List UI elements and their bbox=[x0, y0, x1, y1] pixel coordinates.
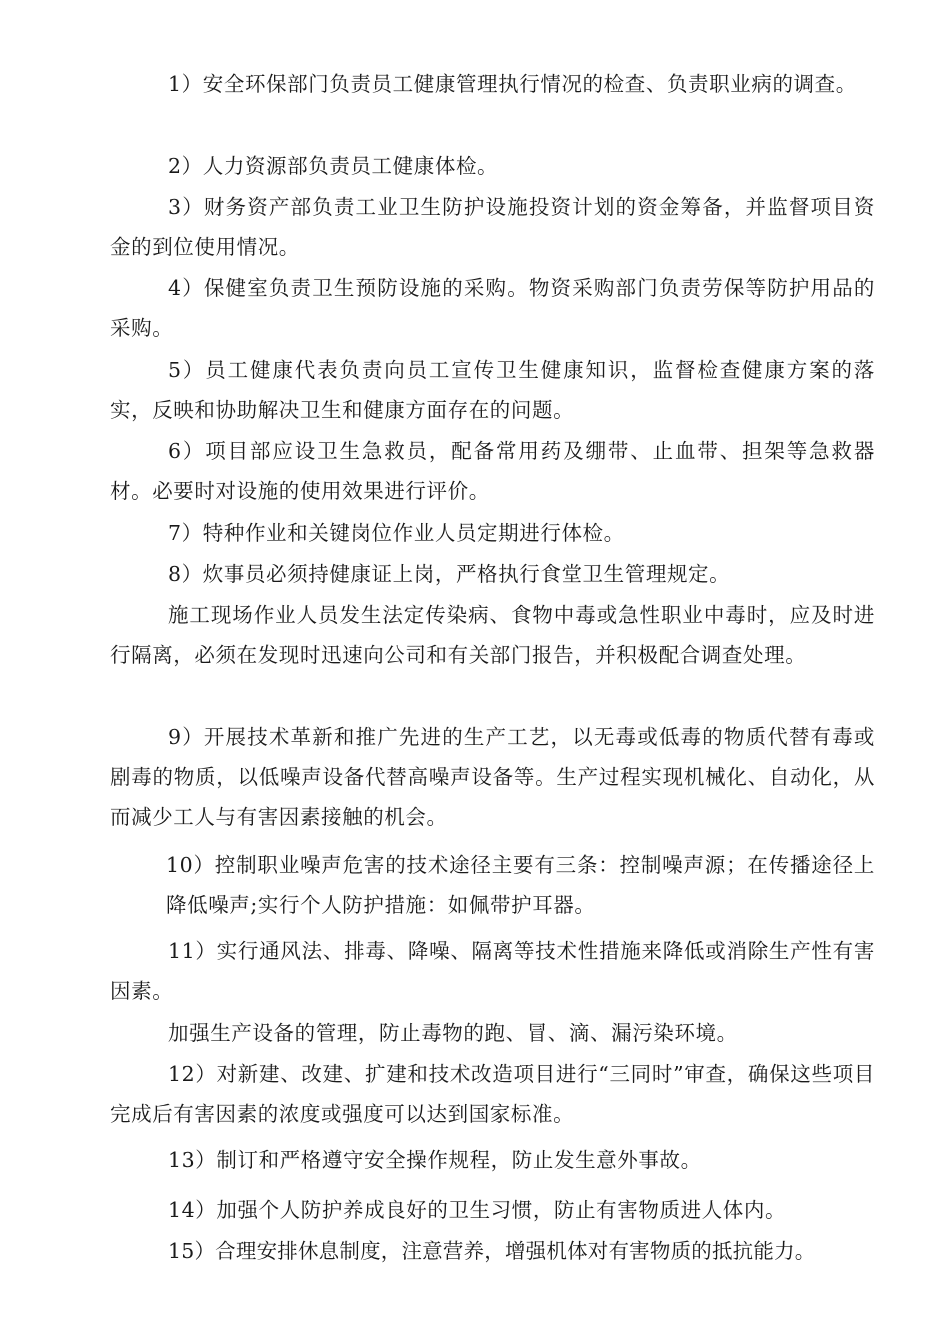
paragraph-item-2: 2）人力资源部负责员工健康体检。 bbox=[168, 154, 499, 178]
paragraph-item-14: 14）加强个人防护养成良好的卫生习惯，防止有害物质进人体内。 bbox=[168, 1198, 787, 1222]
paragraph-item-11: 11）实行通风法、排毒、降噪、隔离等技术性措施来降低或消除生产性有害因素。 bbox=[110, 939, 875, 1003]
paragraph-item-13: 13）制订和严格遵守安全操作规程，防止发生意外事故。 bbox=[168, 1148, 702, 1172]
paragraph-reporting: 施工现场作业人员发生法定传染病、食物中毒或急性职业中毒时，应及时进行隔离，必须在发现时迅速向公司和有关部门报告，并积极配合调查处理。 bbox=[110, 603, 875, 667]
paragraph-item-8: 8）炊事员必须持健康证上岗，严格执行食堂卫生管理规定。 bbox=[168, 562, 731, 586]
paragraph-item-10: 10）控制职业噪声危害的技术途径主要有三条：控制噪声源；在传播途径上降低噪声;实行个人防护措施：如佩带护耳器。 bbox=[166, 853, 875, 917]
paragraph-item-6: 6）项目部应设卫生急救员，配备常用药及绷带、止血带、担架等急救器材。必要时对设施的使用效果进行评价。 bbox=[110, 439, 875, 503]
paragraph-item-15: 15）合理安排休息制度，注意营养，增强机体对有害物质的抵抗能力。 bbox=[168, 1239, 816, 1263]
paragraph-item-1: 1）安全环保部门负责员工健康管理执行情况的检查、负责职业病的调查。 bbox=[168, 72, 857, 96]
paragraph-item-5: 5）员工健康代表负责向员工宣传卫生健康知识，监督检查健康方案的落实，反映和协助解决卫生和健康方面存在的问题。 bbox=[110, 358, 875, 422]
paragraph-item-3: 3）财务资产部负责工业卫生防护设施投资计划的资金筹备，并监督项目资金的到位使用情况。 bbox=[110, 195, 875, 259]
paragraph-item-4: 4）保健室负责卫生预防设施的采购。物资采购部门负责劳保等防护用品的采购。 bbox=[110, 276, 875, 340]
paragraph-item-9: 9）开展技术革新和推广先进的生产工艺，以无毒或低毒的物质代替有毒或剧毒的物质，以低噪声设备代替高噪声设备等。生产过程实现机械化、自动化，从而减少工人与有害因素接触的机会。 bbox=[110, 725, 875, 829]
paragraph-item-7: 7）特种作业和关键岗位作业人员定期进行体检。 bbox=[168, 521, 625, 545]
paragraph-equipment: 加强生产设备的管理，防止毒物的跑、冒、滴、漏污染环境。 bbox=[168, 1021, 738, 1045]
paragraph-item-12: 12）对新建、改建、扩建和技术改造项目进行“三同时”审查，确保这些项目完成后有害因素的浓度或强度可以达到国家标准。 bbox=[110, 1062, 875, 1126]
